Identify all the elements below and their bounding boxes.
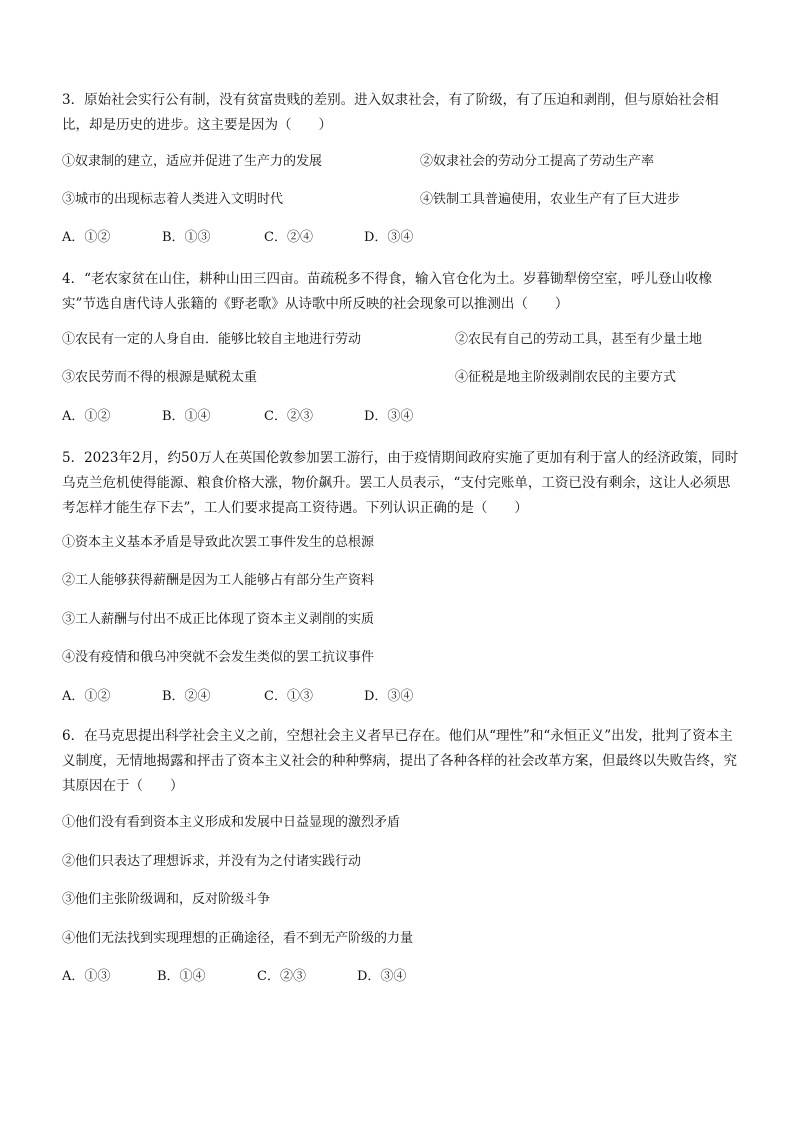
answer-choice-b[interactable]: B．②④	[162, 689, 211, 704]
question-5-option-4: ④没有疫情和俄乌冲突就不会发生类似的罢工抗议事件	[62, 650, 375, 665]
answer-choice-b[interactable]: B．①③	[162, 230, 211, 245]
answer-choice-c[interactable]: C．②④	[264, 230, 313, 245]
question-5-answers	[62, 688, 413, 706]
question-4-option-2: ②农民有自己的劳动工具，甚至有少量土地	[455, 332, 703, 347]
question-4-stem: 4．“老农家贫在山住，耕种山田三四亩。苗疏税多不得食，输入官仓化为土。岁暮锄犁傍空室，呼儿登山收橡实”节选自唐代诗人张籍的《野老歌》从诗歌中所反映的社会现象可以推测出（ ）	[62, 271, 712, 312]
answer-choice-d[interactable]: D．③④	[364, 689, 414, 704]
answer-choice-a[interactable]: A．①②	[62, 409, 111, 424]
question-3-option-3: ③城市的出现标志着人类进入文明时代	[62, 192, 284, 207]
question-4-option-4: ④征税是地主阶级剥削农民的主要方式	[455, 370, 677, 385]
answer-choice-d[interactable]: D．③④	[364, 230, 414, 245]
question-3-stem: 3．原始社会实行公有制，没有贫富贵贱的差别。进入奴隶社会，有了阶级，有了压迫和剥削，但与原始社会相比，却是历史的进步。这主要是因为（ ）	[62, 92, 719, 133]
question-4-option-3: ③农民劳而不得的根源是赋税太重	[62, 370, 258, 385]
answer-choice-d[interactable]: D．③④	[357, 969, 407, 984]
answer-choice-d[interactable]: D．③④	[364, 409, 414, 424]
question-3-option-4: ④铁制工具普遍使用，农业生产有了巨大进步	[420, 192, 681, 207]
question-5-option-1: ①资本主义基本矛盾是导致此次罢工事件发生的总根源	[62, 535, 375, 550]
question-5-option-3: ③工人薪酬与付出不成正比体现了资本主义剥削的实质	[62, 612, 375, 627]
answer-choice-b[interactable]: B．①④	[157, 969, 206, 984]
question-4-answers	[62, 408, 413, 426]
answer-choice-a[interactable]: A．①②	[62, 689, 111, 704]
question-3	[62, 88, 742, 138]
question-6-option-3: ③他们主张阶级调和，反对阶级斗争	[62, 892, 271, 907]
question-6-answers	[62, 968, 406, 986]
question-5-stem: 5．2023年2月，约50万人在英国伦敦参加罢工游行，由于疫情期间政府实施了更加有利于富人的经济政策，同时乌克兰危机使得能源、粮食价格大涨，物价飙升。罢工人员表示，“支付完账单，工资已没有剩余，这让人必须思考怎样才能生存下去”，工人们要求提高工资待遇。下列认识正确的是（ ）	[62, 450, 739, 516]
answer-choice-c[interactable]: C．②③	[264, 409, 313, 424]
question-6-option-2: ②他们只表达了理想诉求，并没有为之付诸实践行动	[62, 854, 362, 869]
answer-choice-c[interactable]: C．①③	[264, 689, 313, 704]
answer-choice-c[interactable]: C．②③	[257, 969, 306, 984]
question-3-option-2: ②奴隶社会的劳动分工提高了劳动生产率	[420, 154, 655, 169]
answer-choice-a[interactable]: A．①②	[62, 230, 111, 245]
question-6	[62, 724, 742, 799]
question-5-option-2: ②工人能够获得薪酬是因为工人能够占有部分生产资料	[62, 573, 375, 588]
question-4	[62, 267, 742, 317]
question-3-answers	[62, 229, 413, 247]
answer-choice-a[interactable]: A．①③	[62, 969, 111, 984]
question-6-stem: 6．在马克思提出科学社会主义之前，空想社会主义者早已存在。他们从“理性”和“永恒正义”出发，批判了资本主义制度，无情地揭露和抨击了资本主义社会的种种弊病，提出了各种各样的社会改革方案，但最终以失败告终，究其原因在于（ ）	[62, 728, 737, 794]
question-6-option-4: ④他们无法找到实现理想的正确途径，看不到无产阶级的力量	[62, 931, 414, 946]
answer-choice-b[interactable]: B．①④	[162, 409, 211, 424]
question-4-option-1: ①农民有一定的人身自由．能够比较自主地进行劳动	[62, 332, 362, 347]
question-3-option-1: ①奴隶制的建立，适应并促进了生产力的发展	[62, 154, 323, 169]
question-6-option-1: ①他们没有看到资本主义形成和发展中日益显现的激烈矛盾	[62, 815, 401, 830]
question-5	[62, 446, 742, 521]
